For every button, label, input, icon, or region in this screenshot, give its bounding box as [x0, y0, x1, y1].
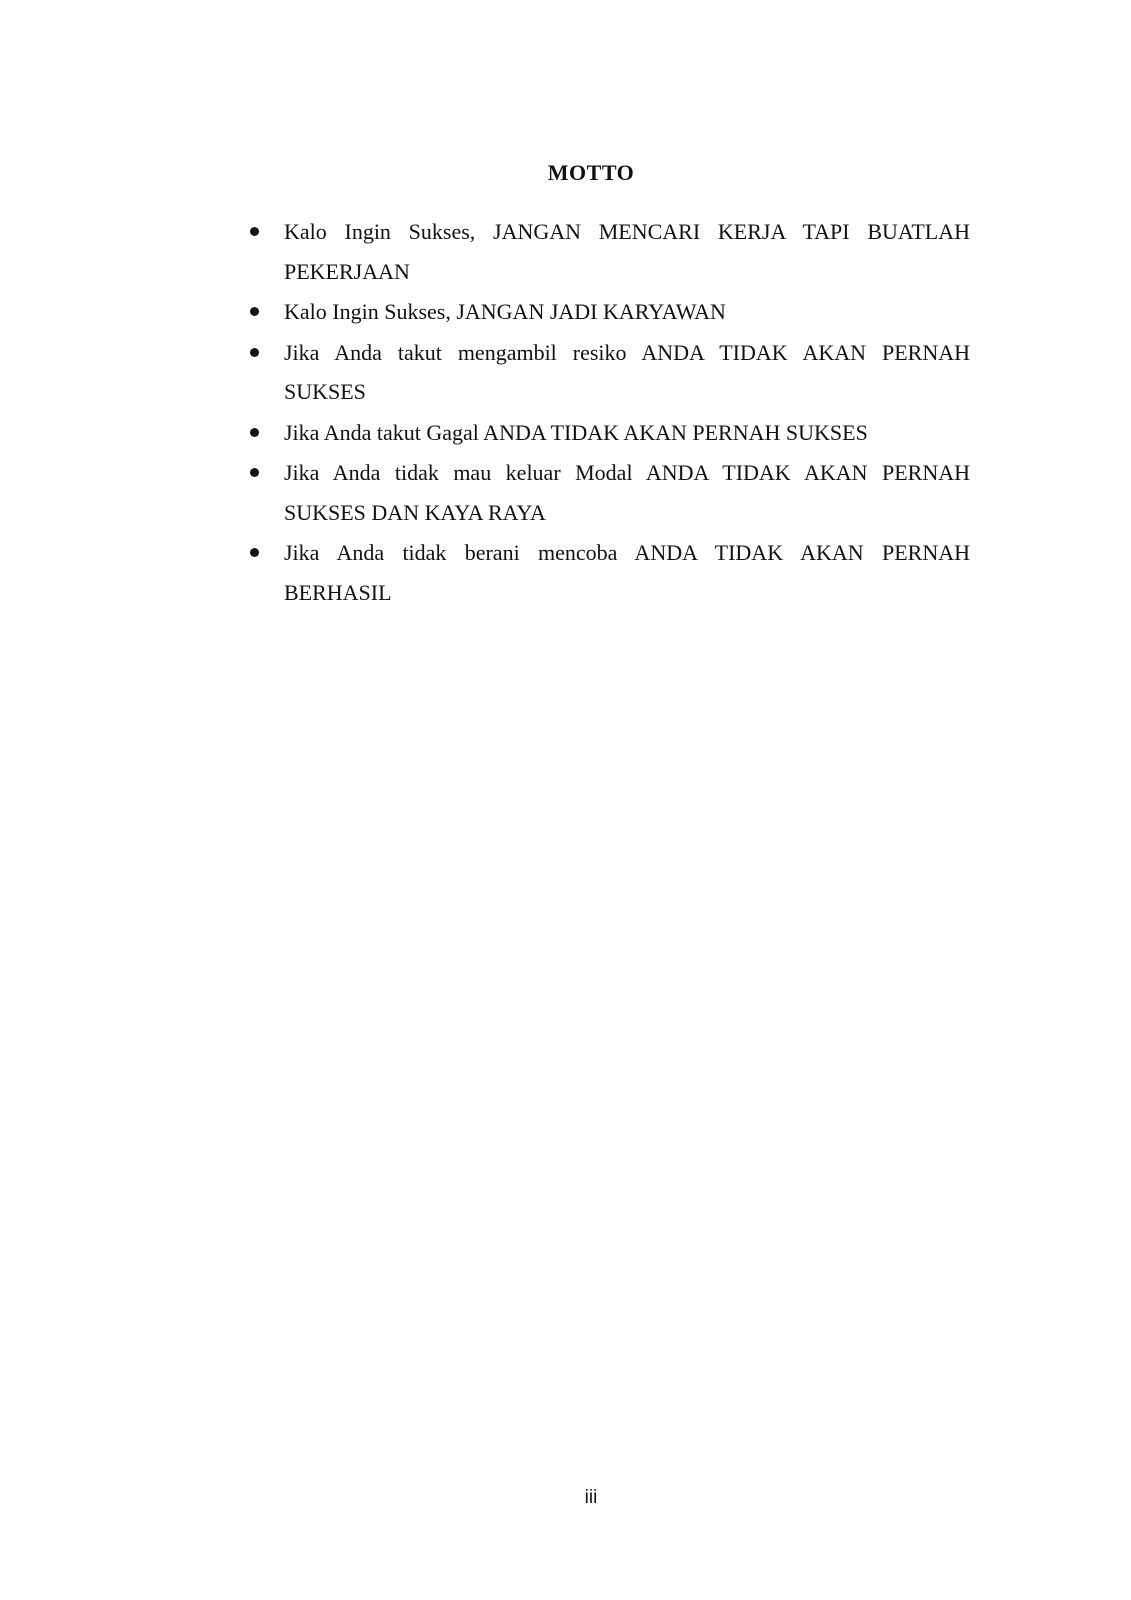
list-item-text: Jika Anda tidak berani mencoba ANDA TIDAK AKAN PERNAH BERHASIL: [284, 540, 970, 605]
motto-list: [250, 212, 970, 613]
list-item: [250, 533, 970, 612]
bullet-icon: [250, 227, 259, 236]
list-item: [250, 333, 970, 412]
list-item: [250, 413, 970, 453]
page-number: iii: [584, 1487, 598, 1508]
list-item-text: Jika Anda tidak mau keluar Modal ANDA TIDAK AKAN PERNAH SUKSES DAN KAYA RAYA: [284, 460, 970, 525]
bullet-icon: [250, 428, 259, 437]
bullet-icon: [250, 348, 259, 357]
bullet-icon: [250, 468, 259, 477]
bullet-icon: [250, 548, 259, 557]
list-item: [250, 212, 970, 291]
list-item: [250, 292, 970, 332]
bullet-icon: [250, 307, 259, 316]
list-item-text: Kalo Ingin Sukses, JANGAN JADI KARYAWAN: [284, 299, 726, 324]
list-item-text: Kalo Ingin Sukses, JANGAN MENCARI KERJA TAPI BUATLAH PEKERJAAN: [284, 219, 970, 284]
list-item-text: Jika Anda takut Gagal ANDA TIDAK AKAN PERNAH SUKSES: [284, 419, 868, 445]
list-item: [250, 453, 970, 532]
page-title: MOTTO: [547, 160, 635, 185]
list-item-text: Jika Anda takut mengambil resiko ANDA TIDAK AKAN PERNAH SUKSES: [284, 339, 970, 404]
